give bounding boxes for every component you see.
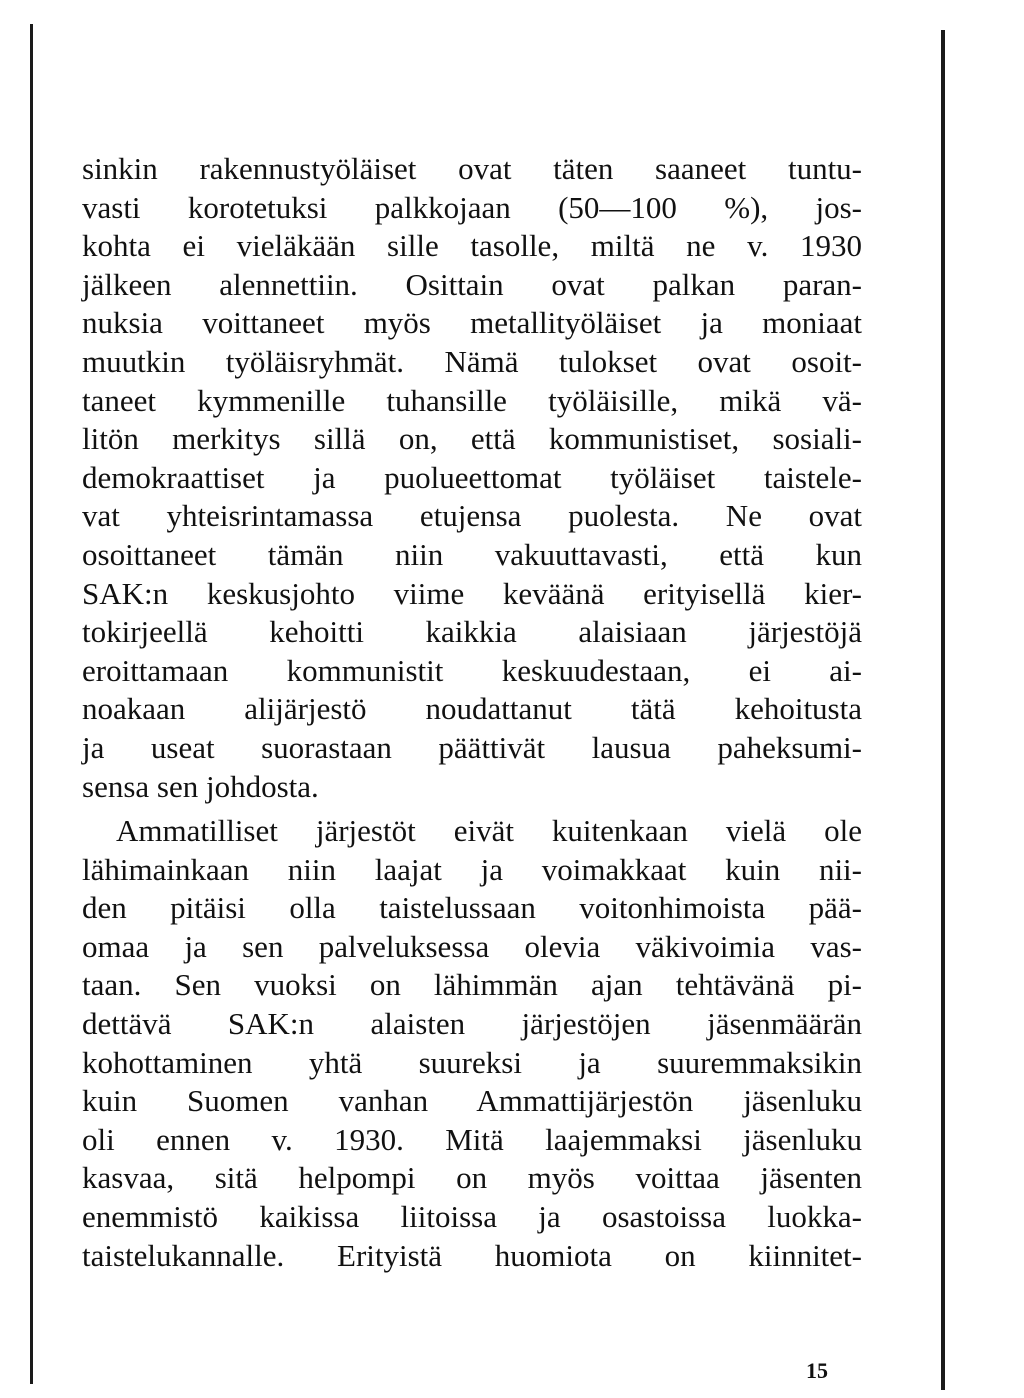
- text-line: osoittaneet tämän niin vakuuttavasti, että kun: [82, 536, 862, 572]
- text-line: sinkin rakennustyöläiset ovat täten saaneet tuntu-: [82, 151, 862, 186]
- text-line: SAK:n keskusjohto viime keväänä erityisellä kier-: [82, 575, 862, 611]
- text-line: sensa sen johdosta.: [82, 768, 319, 804]
- text-line: kasvaa, sitä helpompi on myös voittaa jäsenten: [82, 1160, 862, 1196]
- text-line: kohottaminen yhtä suureksi ja suuremmaksikin: [82, 1044, 862, 1080]
- text-line: taistelukannalle. Erityistä huomiota on kiinnitet-: [82, 1237, 862, 1273]
- text-line: muutkin työläisryhmät. Nämä tulokset ovat osoit-: [82, 343, 862, 379]
- text-line: ja useat suorastaan päättivät lausua paheksumi-: [82, 729, 862, 765]
- text-line: taan. Sen vuoksi on lähimmän ajan tehtävänä pi-: [82, 967, 862, 1003]
- text-line: nuksia voittaneet myös metallityöläiset ja moniaat: [82, 305, 862, 341]
- text-line: lähimainkaan niin laajat ja voimakkaat kuin nii-: [82, 851, 862, 887]
- text-line: tokirjeellä kehoitti kaikkia alaisiaan järjestöjä: [82, 614, 862, 650]
- page-body: [82, 150, 862, 1275]
- text-line: Ammatilliset järjestöt eivät kuitenkaan vielä ole: [116, 813, 862, 849]
- text-line: taneet kymmenille tuhansille työläisille, mikä vä-: [82, 382, 862, 418]
- text-line: oli ennen v. 1930. Mitä laajemmaksi jäsenluku: [82, 1121, 862, 1157]
- text-line: vasti korotetuksi palkkojaan (50—100 %), jos-: [82, 189, 862, 225]
- paragraph-1: [82, 150, 862, 806]
- text-line: kuin Suomen vanhan Ammattijärjestön jäsenluku: [82, 1083, 862, 1119]
- page-number: 15: [806, 1358, 828, 1383]
- paragraph-2: [82, 812, 862, 1275]
- text-line: eroittamaan kommunistit keskuudestaan, ei ai-: [82, 652, 862, 688]
- scan-edge-right: [941, 30, 945, 1390]
- scan-edge-left: [30, 24, 33, 1384]
- text-line: demokraattiset ja puolueettomat työläiset taistele-: [82, 459, 862, 495]
- text-line: noakaan alijärjestö noudattanut tätä kehoitusta: [82, 691, 862, 727]
- text-line: litön merkitys sillä on, että kommunistiset, sosiali-: [82, 421, 862, 457]
- text-line: kohta ei vieläkään sille tasolle, miltä ne v. 1930: [82, 228, 862, 264]
- text-line: enemmistö kaikissa liitoissa ja osastoissa luokka-: [82, 1199, 862, 1235]
- text-line: omaa ja sen palveluksessa olevia väkivoimia vas-: [82, 928, 862, 964]
- text-line: den pitäisi olla taistelussaan voitonhimoista pää-: [82, 890, 862, 926]
- text-line: vat yhteisrintamassa etujensa puolesta. Ne ovat: [82, 498, 862, 534]
- text-line: dettävä SAK:n alaisten järjestöjen jäsenmäärän: [82, 1006, 862, 1042]
- text-line: jälkeen alennettiin. Osittain ovat palkan paran-: [82, 266, 862, 302]
